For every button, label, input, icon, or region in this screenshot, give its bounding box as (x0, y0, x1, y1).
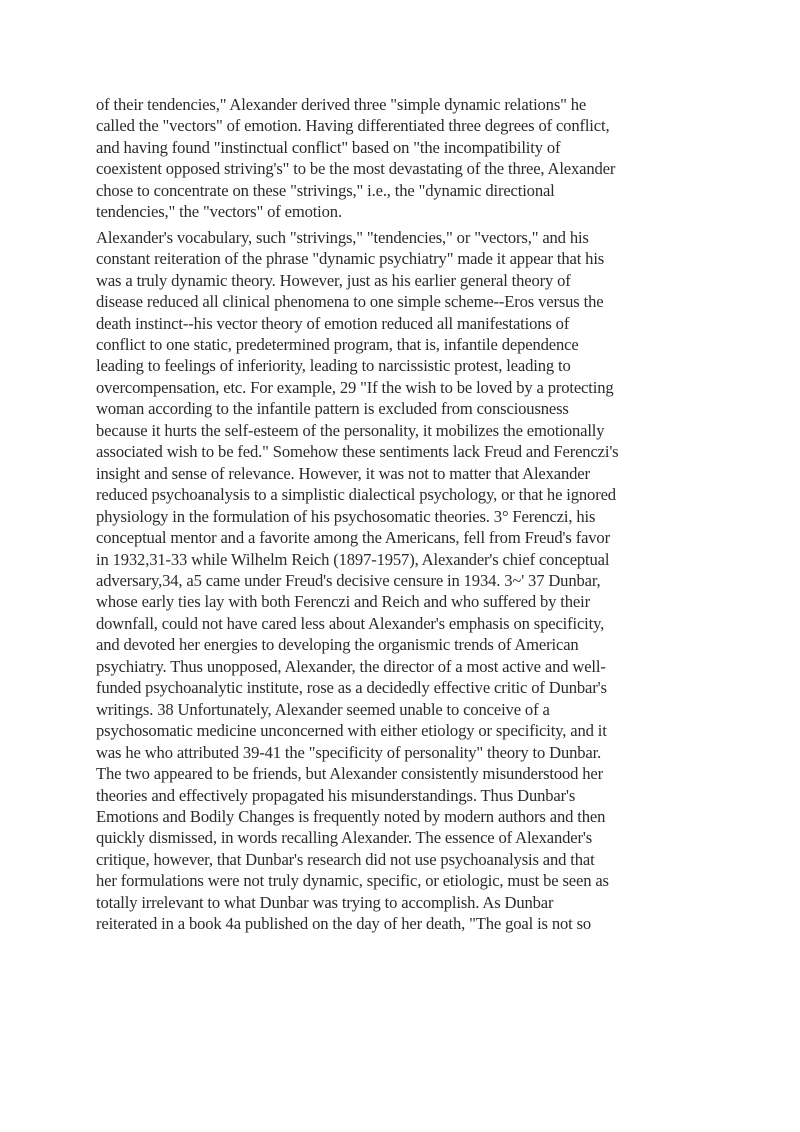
text-line: associated wish to be fed." Somehow these sentiments lack Freud and Ferenczi's (96, 442, 619, 462)
text-line: was a truly dynamic theory. However, just as his earlier general theory of (96, 270, 571, 290)
text-line: insight and sense of relevance. However, it was not to matter that Alexander (96, 463, 590, 483)
text-line: disease reduced all clinical phenomena to one simple scheme--Eros versus the (96, 292, 604, 312)
text-line: conflict to one static, predetermined program, that is, infantile dependence (96, 334, 579, 354)
text-line: chose to concentrate on these "strivings," i.e., the "dynamic directional (96, 180, 555, 200)
text-line: was he who attributed 39-41 the "specificity of personality" theory to Dunbar. (96, 742, 602, 762)
text-line: and having found "instinctual conflict" based on "the incompatibility of (96, 137, 561, 157)
text-line: tendencies," the "vectors" of emotion. (96, 202, 342, 222)
text-line: because it hurts the self-esteem of the personality, it mobilizes the emotionally (96, 420, 605, 440)
text-line: writings. 38 Unfortunately, Alexander seemed unable to conceive of a (96, 699, 550, 719)
document-page (96, 94, 716, 935)
text-line: and devoted her energies to developing the organismic trends of American (96, 635, 579, 655)
text-line: leading to feelings of inferiority, leading to narcissistic protest, leading to (96, 356, 571, 376)
text-line: psychosomatic medicine unconcerned with either etiology or specificity, and it (96, 721, 607, 741)
text-line: in 1932,31-33 while Wilhelm Reich (1897-1957), Alexander's chief conceptual (96, 549, 610, 569)
paragraph (96, 227, 716, 935)
text-line: physiology in the formulation of his psychosomatic theories. 3° Ferenczi, his (96, 506, 596, 526)
text-line: quickly dismissed, in words recalling Alexander. The essence of Alexander's (96, 828, 593, 848)
text-line: overcompensation, etc. For example, 29 "If the wish to be loved by a protecting (96, 377, 614, 397)
text-line: constant reiteration of the phrase "dynamic psychiatry" made it appear that his (96, 249, 605, 269)
text-line: Alexander's vocabulary, such "strivings," "tendencies," or "vectors," and his (96, 227, 589, 247)
text-line: The two appeared to be friends, but Alexander consistently misunderstood her (96, 764, 604, 784)
text-line: psychiatry. Thus unopposed, Alexander, the director of a most active and well- (96, 656, 606, 676)
text-line: of their tendencies," Alexander derived three "simple dynamic relations" he (96, 95, 587, 114)
text-line: woman according to the infantile pattern is excluded from consciousness (96, 399, 569, 419)
paragraph (96, 94, 716, 223)
text-line: coexistent opposed striving's" to be the most devastating of the three, Alexander (96, 159, 616, 179)
text-line: called the "vectors" of emotion. Having differentiated three degrees of conflict, (96, 116, 610, 136)
text-line: reiterated in a book 4a published on the day of her death, "The goal is not so (96, 914, 592, 934)
text-line: downfall, could not have cared less about Alexander's emphasis on specificity, (96, 613, 605, 633)
text-line: critique, however, that Dunbar's research did not use psychoanalysis and that (96, 849, 595, 869)
text-line: whose early ties lay with both Ferenczi and Reich and who suffered by their (96, 592, 590, 612)
text-line: conceptual mentor and a favorite among the Americans, fell from Freud's favor (96, 528, 610, 548)
text-line: funded psychoanalytic institute, rose as a decidedly effective critic of Dunbar's (96, 678, 607, 698)
text-line: death instinct--his vector theory of emotion reduced all manifestations of (96, 313, 570, 333)
text-line: her formulations were not truly dynamic, specific, or etiologic, must be seen as (96, 871, 609, 891)
text-line: totally irrelevant to what Dunbar was trying to accomplish. As Dunbar (96, 892, 554, 912)
text-line: adversary,34, a5 came under Freud's decisive censure in 1934. 3~' 37 Dunbar, (96, 570, 601, 590)
text-line: theories and effectively propagated his misunderstandings. Thus Dunbar's (96, 785, 576, 805)
text-line: Emotions and Bodily Changes is frequently noted by modern authors and then (96, 806, 606, 826)
text-line: reduced psychoanalysis to a simplistic dialectical psychology, or that he ignored (96, 485, 616, 505)
